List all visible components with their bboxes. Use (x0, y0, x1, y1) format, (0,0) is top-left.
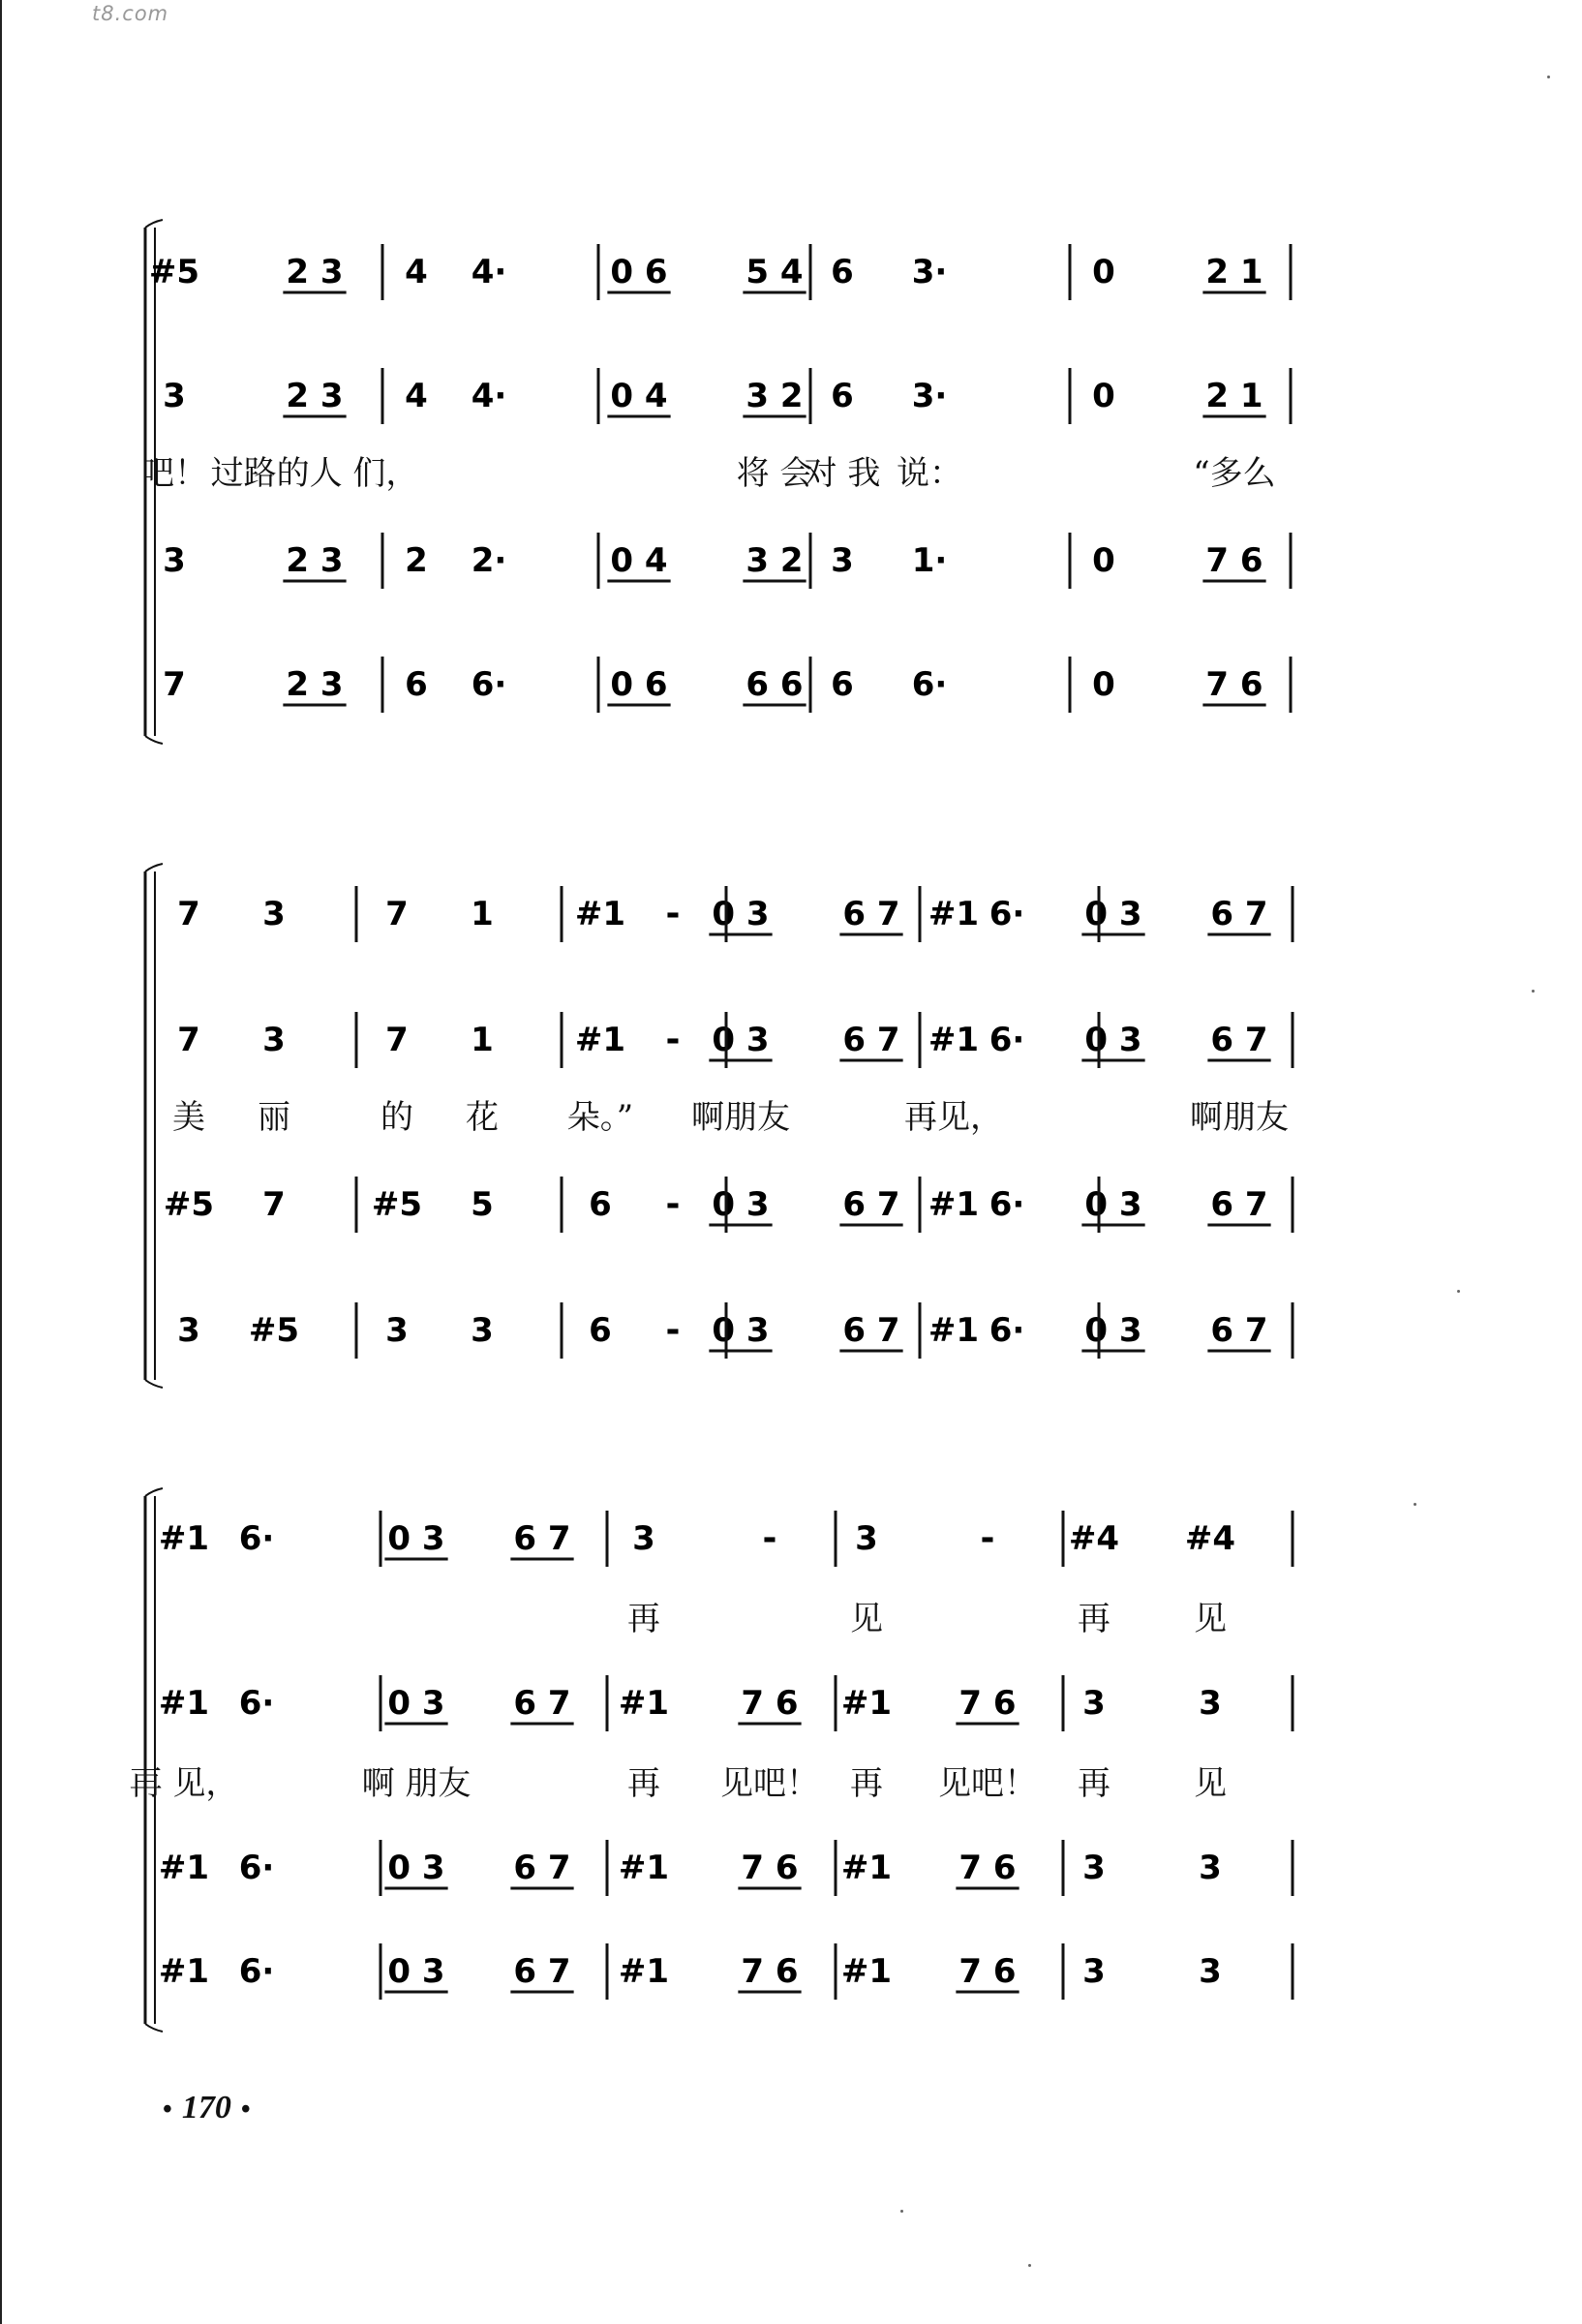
note-token: 3 (163, 377, 186, 415)
lyric-text: 再 (1078, 1764, 1110, 1803)
note-token: #4 (1068, 1519, 1120, 1558)
note-token: 7 6 (741, 1684, 799, 1723)
note-token: 3 (1082, 1952, 1106, 1991)
note-token: #1 (158, 1849, 210, 1887)
lyric-text: 啊朋友 (691, 1098, 790, 1137)
note-token: 2 3 (286, 541, 344, 580)
page-number-value: 170 (181, 2090, 231, 2125)
note-token: 0 3 (712, 1185, 770, 1224)
note-token: 2 3 (286, 665, 344, 704)
note-token: 7 6 (741, 1952, 799, 1991)
note-token: 3 (471, 1311, 494, 1350)
note-token: 0 3 (387, 1519, 445, 1558)
lyric-text: 再 (850, 1764, 883, 1803)
note-token: 0 (1092, 665, 1115, 704)
page-number-dot-right: • (240, 2095, 251, 2125)
note-token: #5 (248, 1311, 300, 1350)
note-token: 7 (177, 895, 200, 933)
note-token: - (665, 1184, 681, 1224)
system-bracket-hook (145, 736, 163, 744)
note-token: 7 6 (958, 1684, 1017, 1723)
note-token: 6· (238, 1519, 275, 1558)
note-token: 2 3 (286, 377, 344, 415)
note-token: 0 3 (712, 1311, 770, 1350)
note-token: 3· (911, 377, 948, 415)
note-token: #1 (840, 1952, 893, 1991)
note-token: #5 (148, 253, 200, 291)
note-token: #5 (163, 1185, 215, 1224)
note-token: 1 (471, 1021, 494, 1059)
lyric-text: 见吧！ (720, 1764, 819, 1803)
note-token: #1 (158, 1519, 210, 1558)
lyric-text: 的 (380, 1098, 413, 1137)
lyric-text: 再 (627, 1764, 660, 1803)
lyric-text: 见吧！ (938, 1764, 1037, 1803)
speck (1547, 76, 1550, 78)
note-token: 2 (405, 541, 428, 580)
note-token: #1 (574, 1021, 626, 1059)
lyric-text: 再 (627, 1600, 660, 1638)
speck (1414, 1503, 1416, 1506)
note-token: 0 6 (610, 253, 668, 291)
note-token: 0 3 (712, 895, 770, 933)
note-token: 6 7 (1210, 1311, 1268, 1350)
system-bracket-hook (145, 1380, 163, 1388)
note-token: 3 (262, 1021, 286, 1059)
note-token: #5 (371, 1185, 423, 1224)
note-token: 0 (1092, 541, 1115, 580)
note-token: 4· (471, 253, 507, 291)
system-bracket-hook (145, 1488, 163, 1496)
note-token: 5 (471, 1185, 494, 1224)
note-token: 4 (405, 377, 428, 415)
lyric-text: 美 (172, 1098, 205, 1137)
note-token: 4· (471, 377, 507, 415)
lyric-text: 再 (1078, 1600, 1110, 1638)
note-token: 6 7 (1210, 1021, 1268, 1059)
note-token: 3 (385, 1311, 409, 1350)
lyric-text: 见 (1194, 1764, 1227, 1803)
note-token: 6· (989, 1311, 1025, 1350)
note-token: 6 7 (842, 1021, 900, 1059)
note-token: 0 (1092, 253, 1115, 291)
note-token: - (665, 1020, 681, 1059)
note-token: 0 3 (1084, 1021, 1142, 1059)
note-token: 6· (989, 895, 1025, 933)
note-token: 4 (405, 253, 428, 291)
note-token: #1 (928, 895, 980, 933)
note-token: #1 (158, 1684, 210, 1723)
note-token: #1 (618, 1952, 670, 1991)
note-token: #1 (618, 1684, 670, 1723)
note-token: 6 (831, 665, 854, 704)
note-token: 7 6 (1205, 541, 1263, 580)
note-token: 6· (238, 1952, 275, 1991)
lyric-text: 啊 朋友 (361, 1764, 472, 1803)
note-token: 7 6 (1205, 665, 1263, 704)
note-token: 2 1 (1205, 253, 1263, 291)
note-token: #1 (618, 1849, 670, 1887)
system-bracket-hook (145, 220, 163, 228)
lyric-text: 再 见， (129, 1764, 239, 1803)
note-token: 7 (385, 895, 409, 933)
note-token: #1 (840, 1684, 893, 1723)
note-token: 6· (911, 665, 948, 704)
note-token: 3 (262, 895, 286, 933)
note-token: 3 (177, 1311, 200, 1350)
note-token: 0 4 (610, 541, 668, 580)
lyric-text: 再见， (904, 1098, 1003, 1137)
note-token: 6· (238, 1849, 275, 1887)
lyric-text: 朵。” (566, 1098, 634, 1137)
note-token: 2· (471, 541, 507, 580)
note-token: 6 7 (842, 895, 900, 933)
speck (1028, 2264, 1031, 2267)
note-token: 6· (989, 1185, 1025, 1224)
note-token: 0 3 (1084, 1185, 1142, 1224)
lyric-text: 过路的人 们， (210, 454, 419, 493)
note-token: #1 (928, 1311, 980, 1350)
note-token: 3 2 (745, 541, 804, 580)
note-token: 6 (405, 665, 428, 704)
note-token: 3 (1199, 1952, 1222, 1991)
note-token: 6 (831, 377, 854, 415)
note-token: 0 3 (712, 1021, 770, 1059)
note-token: 1· (911, 541, 948, 580)
note-token: 2 3 (286, 253, 344, 291)
note-token: 3 (831, 541, 854, 580)
note-token: 6 7 (513, 1684, 571, 1723)
note-token: 7 6 (958, 1952, 1017, 1991)
note-token: 6 (589, 1311, 612, 1350)
lyric-text: 啊朋友 (1190, 1098, 1289, 1137)
lyric-text: 将 会 (736, 454, 813, 493)
lyric-text: 对 我 (804, 454, 881, 493)
note-token: 6 7 (513, 1849, 571, 1887)
note-token: 0 3 (1084, 895, 1142, 933)
note-token: 6 7 (842, 1185, 900, 1224)
system-bracket-hook (145, 2024, 163, 2032)
note-token: 3 (1199, 1849, 1222, 1887)
note-token: - (665, 894, 681, 933)
lyric-text: 丽 (258, 1098, 290, 1137)
note-token: 0 4 (610, 377, 668, 415)
note-token: 5 4 (745, 253, 804, 291)
note-token: 3· (911, 253, 948, 291)
note-token: - (762, 1518, 777, 1558)
note-token: #1 (840, 1849, 893, 1887)
note-token: #1 (928, 1021, 980, 1059)
note-token: #4 (1184, 1519, 1236, 1558)
system-bracket-hook (145, 864, 163, 872)
note-token: 6 7 (513, 1519, 571, 1558)
speck (900, 2210, 903, 2213)
lyric-text: 花 (466, 1098, 499, 1137)
note-token: 0 6 (610, 665, 668, 704)
note-token: 0 3 (1084, 1311, 1142, 1350)
note-token: #1 (158, 1952, 210, 1991)
note-token: #1 (928, 1185, 980, 1224)
note-token: 2 1 (1205, 377, 1263, 415)
note-token: - (665, 1310, 681, 1350)
page-number (153, 2090, 260, 2126)
note-token: 6 6 (745, 665, 804, 704)
note-token: 3 2 (745, 377, 804, 415)
note-token: 3 (1199, 1684, 1222, 1723)
note-token: 7 (262, 1185, 286, 1224)
note-token: 6 7 (1210, 1185, 1268, 1224)
note-token: 3 (855, 1519, 878, 1558)
note-token: 1 (471, 895, 494, 933)
note-token: 6 7 (1210, 895, 1268, 933)
note-token: 6· (238, 1684, 275, 1723)
note-token: 0 3 (387, 1952, 445, 1991)
lyric-text: 见 (1194, 1600, 1227, 1638)
note-token: 3 (1082, 1684, 1106, 1723)
note-token: 0 3 (387, 1849, 445, 1887)
page-number-dot-left: • (163, 2095, 172, 2125)
note-token: 7 (163, 665, 186, 704)
note-token: 6· (989, 1021, 1025, 1059)
speck (1532, 990, 1535, 993)
speck (1457, 1290, 1460, 1293)
note-token: 7 (385, 1021, 409, 1059)
note-token: 7 6 (741, 1849, 799, 1887)
note-token: 6 7 (513, 1952, 571, 1991)
note-token: #1 (574, 895, 626, 933)
note-token: 7 6 (958, 1849, 1017, 1887)
note-token: 0 (1092, 377, 1115, 415)
note-token: 3 (632, 1519, 655, 1558)
note-token: 6· (471, 665, 507, 704)
note-token: 0 3 (387, 1684, 445, 1723)
lyric-text: 说： (897, 454, 962, 493)
note-token: 3 (1082, 1849, 1106, 1887)
lyric-text: “多么 (1193, 454, 1276, 493)
note-token: 3 (163, 541, 186, 580)
note-token: - (980, 1518, 995, 1558)
note-token: 6 (589, 1185, 612, 1224)
note-token: 7 (177, 1021, 200, 1059)
watermark: t8.com (92, 2, 169, 25)
note-token: 6 (831, 253, 854, 291)
lyric-text: 见 (850, 1600, 883, 1638)
lyric-text: 吧！ (141, 454, 207, 493)
note-token: 6 7 (842, 1311, 900, 1350)
